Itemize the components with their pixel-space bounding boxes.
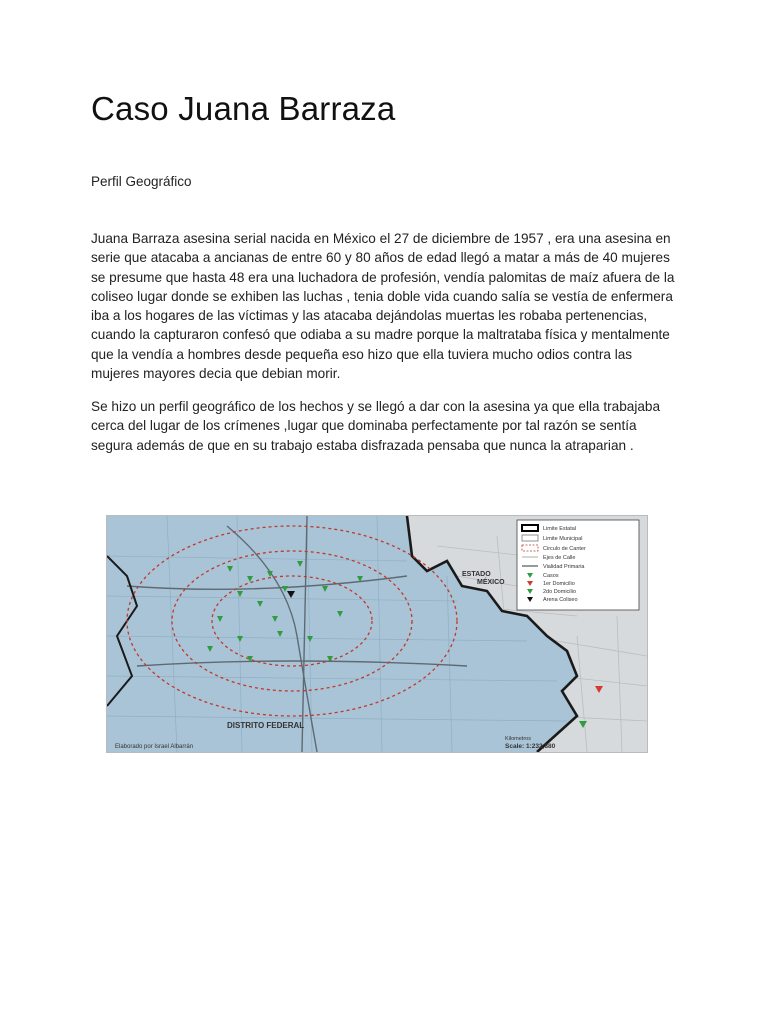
legend-item: Ejes de Calle: [543, 555, 576, 561]
legend-item: Arena Coliseo: [543, 597, 578, 603]
page-title: Caso Juana Barraza: [91, 90, 396, 127]
legend-item: 2do Domicilio: [543, 589, 577, 595]
scale-unit: Kilometros: [505, 736, 531, 742]
page-subtitle: Perfil Geográfico: [91, 174, 192, 189]
legend-item: Circulo de Canter: [543, 546, 586, 552]
map-label-mexico: MÉXICO: [477, 579, 505, 586]
map-label-distrito: DISTRITO FEDERAL: [227, 721, 305, 730]
map-credit: Elaborado por Israel Albarrán: [115, 744, 194, 750]
geographic-profile-map: [106, 515, 648, 753]
scale-text: Scale: 1:232,880: [505, 743, 556, 750]
legend-item: 1er Domicilio: [543, 581, 575, 587]
map-legend: [517, 520, 639, 610]
legend-item: Vialidad Primaria: [543, 564, 585, 570]
legend-item: Limite Municipal: [543, 536, 583, 542]
paragraph-2: Se hizo un perfil geográfico de los hechos y se llegó a dar con la asesina ya que ella trabajaba cerca del lugar de los crímenes ,lugar que dominaba perfectamente por tal razón se sentía segura además de que en su trabajo estaba disfrazada pensaba que nunca la atraparian .: [91, 399, 661, 453]
legend-item: Casos: [543, 573, 559, 579]
map-graphic: [107, 516, 647, 752]
legend-item: Limite Estatal: [543, 526, 577, 532]
paragraph-1: Juana Barraza asesina serial nacida en México el 27 de diciembre de 1957 , era una asesina en serie que atacaba a ancianas de entre 60 y 80 años de edad llegó a matar a más de 40 mujeres se presume que hasta 48 era una luchadora de profesión, vendía palomitas de maíz afuera de la coliseo lugar donde se exhiben las luchas , tenia doble vida cuando salía se vestía de enfermera iba a los hogares de las víctimas y las atacaba dejándolas muertas les robaba pertenencias, cuando la capturaron confesó que odiaba a su madre porque la maltrataba física y mentalmente que la vendía a hombres desde pequeña eso hizo que ella tuviera mucho odios contra las mujeres mayores decia que debian morir.: [91, 231, 675, 382]
map-label-estado: ESTADO: [462, 571, 491, 578]
